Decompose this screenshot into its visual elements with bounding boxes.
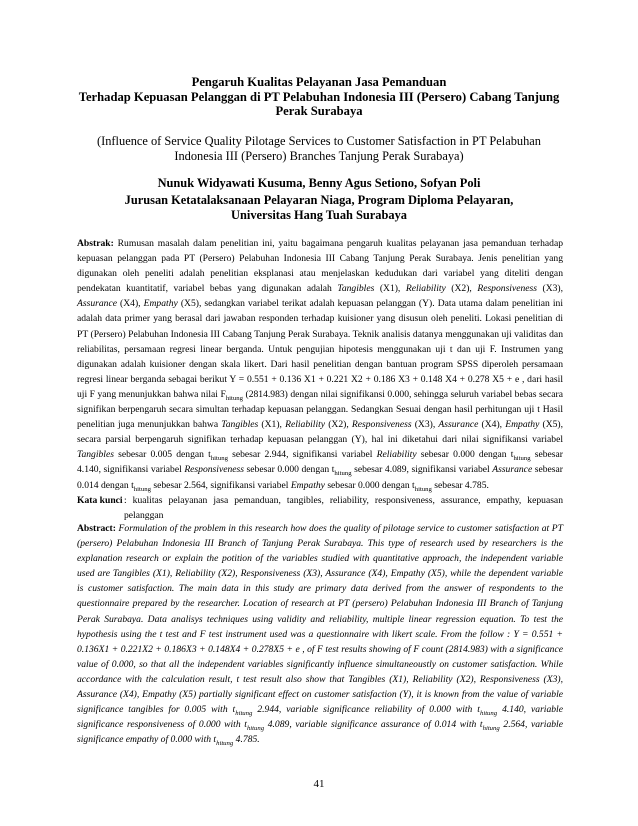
subscript: hitung <box>479 710 498 718</box>
variable-term: Tangibles <box>337 283 375 295</box>
subtitle-line: (Influence of Service Quality Pilotage Services to Customer Satisfaction in PT Pelabuhan <box>96 134 541 148</box>
text-run: (X4), <box>116 298 144 310</box>
title-line: Pengaruh Kualitas Pelayanan Jasa Pemanduan <box>191 75 447 89</box>
text-run: (X2), <box>445 283 478 295</box>
subscript: hitung <box>334 470 352 478</box>
subscript: hitung <box>235 710 253 718</box>
text-run: sebesar 4.089, signifikansi variabel <box>351 464 493 476</box>
text-run: (X4), <box>478 419 506 431</box>
subscript: hitung <box>216 740 234 748</box>
text-run: (X5), sedangkan variabel terikat adalah kepuasan pelanggan (Y). Data utama dalam penelitian ini adalah data primer yang berasal dari jawaban responden terhadap kuisioner yang disusun oleh peneliti. Lokasi penelitian di PT (Persero) Pelabuhan Indonesia III Cabang Tanjung Perak Surabaya. Teknik analisis datanya menggunakan uji validitas dan reliabilitas, persamaan regresi linear berganda. Untuk pengujian hipotesis menggunakan uji t dan uji F. Instrumen yang digunakan adalah kuisioner dengan skala likert. Dari hasil penelitian dengan bantuan program SPSS diperoleh persamaan regresi linear berganda sebagai berikut Y = 0.551 + 0.136 X1 + 0.221 X2 + 0.186 X3 + 0.148 X4 + 0.278 X5 + e , dari hasil uji F yang menunjukkan bahwa nilai F <box>77 298 563 400</box>
text-run: sebesar 0.000 dengan t <box>416 449 514 461</box>
title-line: Terhadap Kepuasan Pelanggan di PT Pelabuhan Indonesia III (Persero) Cabang Tanjung <box>78 89 560 104</box>
variable-term: Reliability <box>376 449 417 461</box>
subscript: hitung <box>414 485 432 493</box>
variable-term: Responsiveness <box>351 419 412 431</box>
text-run: 2.564, variable significance empathy of 0.000 with t <box>77 719 563 746</box>
affiliation <box>60 193 578 222</box>
text-run: (X5), secara parsial berpengaruh signifikan terhadap kepuasan pelanggan (Y), hal ini diketahui dari nilai signifikansi variabel <box>77 419 564 446</box>
text-run: sebesar 4.140, signifikansi variabel <box>77 449 563 476</box>
author-list: Nunuk Widyawati Kusuma, Benny Agus Setiono, Sofyan Poli <box>157 176 481 190</box>
text-run: sebesar 4.785. <box>431 479 489 491</box>
subscript: hitung <box>225 394 243 402</box>
abstrak-section <box>77 236 563 523</box>
variable-term: Reliability <box>285 419 326 431</box>
variable-term: Responsiveness <box>184 464 244 476</box>
abstrak-paragraph <box>77 236 563 493</box>
subscript: hitung <box>513 455 531 463</box>
variable-term: Reliability <box>405 283 446 295</box>
affiliation-line: Jurusan Ketatalaksanaan Pelayaran Niaga, Program Diploma Pelayaran, <box>124 193 514 207</box>
variable-term: Responsiveness <box>477 283 538 295</box>
abstrak-label: Abstrak: <box>77 238 114 249</box>
abstract-label: Abstract: <box>77 523 116 534</box>
text-run: (X1), <box>258 419 286 431</box>
variable-term: Assurance <box>438 419 479 431</box>
text-run: (X2), <box>325 419 352 431</box>
text-run: (X3), <box>537 283 564 295</box>
title-line: Perak Surabaya <box>275 104 363 119</box>
text-run: Formulation of the problem in this research how does the quality of pilotage service to customer satisfaction at PT (persero) Pelabuhan Indonesia III Branch of Tanjung Perak Surabaya. This type of research used by researchers is the explanation research or explain the potition of the variables studied with quantitative approach, the independent variable used are Tangibles (X1), Reliability (X2), Responsiveness (X3), Assurance (X4), Empathy (X5), while the dependent variable is customer satisfaction. The main data in this study are primary data derived from the answer of respondents to the questionnaire prepared by the researcher. Location of research at PT (persero) Pelabuhan Indonesia III Branch of Tanjung Perak Surabaya. Data analisys techniques using validity and reliability, multiple linear regression equation. To test the hypothesis using the t test and F test instrument used was a questionnaire with likert scale. From the follow : Y = 0.551 + 0.136X1 + 0.221X2 + 0.186X3 + 0.148X4 + 0.278X5 + e , of F test results showing of F count (2814.983) with a significance value of 0.000, so that all the independent variables significantly influence simultaneoustly on customer satisfaction. While accordance with the calculation result, t test result also show that Tangibles (X1), Reliability (X2), Responsiveness (X3), Assurance (X4), Empathy (X5) partially significant effect on customer satisfaction (Y), it is known from the value of variable significance tangibles for 0.005 with t <box>77 523 563 716</box>
subscript: hitung <box>133 485 151 493</box>
subscript: hitung <box>210 455 228 463</box>
text-run: sebesar 0.000 dengan t <box>324 479 415 491</box>
subscript: hitung <box>482 725 500 733</box>
text-run: (X1), <box>374 283 406 295</box>
text-run: 2.944, variable significance reliability of 0.000 with t <box>252 704 480 716</box>
text-run: sebesar 0.005 dengan t <box>113 449 211 461</box>
text-run: sebesar 2.564, signifikansi variabel <box>150 479 291 491</box>
subtitle-line: Indonesia III (Persero) Branches Tanjung Perak Surabaya) <box>174 148 464 163</box>
keywords <box>77 493 563 523</box>
keywords-label: Kata kunci <box>77 494 123 506</box>
paper-title <box>60 75 578 119</box>
text-run: (2814.983) dengan nilai signifikansi 0.000, sehingga seluruh variabel bebas secara signifikan berpengaruh secara simultan terhadap kepuasan pelanggan. Sedangkan Sesuai dengan hasil perhitungan uji t Hasil penelitian juga menunjukkan bahwa <box>77 388 563 431</box>
variable-term: Tangibles <box>77 449 114 461</box>
variable-term: Assurance <box>492 464 533 476</box>
paper-subtitle <box>70 134 568 163</box>
variable-term: Empathy <box>505 419 540 431</box>
text-run: sebesar 2.944, signifikansi variabel <box>227 449 377 461</box>
text-run: 4.785. <box>233 734 260 746</box>
text-run: 4.140, variable significance responsiveness of 0.000 with t <box>77 704 563 731</box>
text-run: 4.089, variable significance assurance of 0.014 with t <box>264 719 483 731</box>
text-run: Rumusan masalah dalam penelitian ini, yaitu bagaimana pengaruh kualitas pelayanan jasa pemanduan terhadap kepuasan pelanggan pada PT (Persero) Pelabuhan Indonesia III Cabang Tanjung Perak Surabaya. Jenis penelitian yang digunakan oleh peneliti adalah penelitian eksplanasi atau menjelaskan kedudukan dari variabel yang diteliti dengan pendekatan kuantitatif, variabel bebas yang digunakan adalah <box>77 238 563 295</box>
variable-term: Empathy <box>143 298 178 310</box>
text-run: sebesar 0.014 dengan t <box>77 464 563 491</box>
text-run: (X3), <box>411 419 439 431</box>
page-number: 41 <box>313 778 325 790</box>
variable-term: Assurance <box>77 298 117 310</box>
text-run: sebesar 0.000 dengan t <box>244 464 335 476</box>
subscript: hitung <box>246 725 265 733</box>
variable-term: Empathy <box>290 479 325 491</box>
affiliation-line: Universitas Hang Tuah Surabaya <box>231 207 407 222</box>
abstract-section <box>77 521 563 747</box>
keywords-text: : kualitas pelayanan jasa pemanduan, tangibles, reliability, responsiveness, assurance, empathy, kepuasan pelanggan <box>124 494 563 521</box>
abstract-paragraph <box>77 521 563 747</box>
variable-term: Tangibles <box>221 419 259 431</box>
